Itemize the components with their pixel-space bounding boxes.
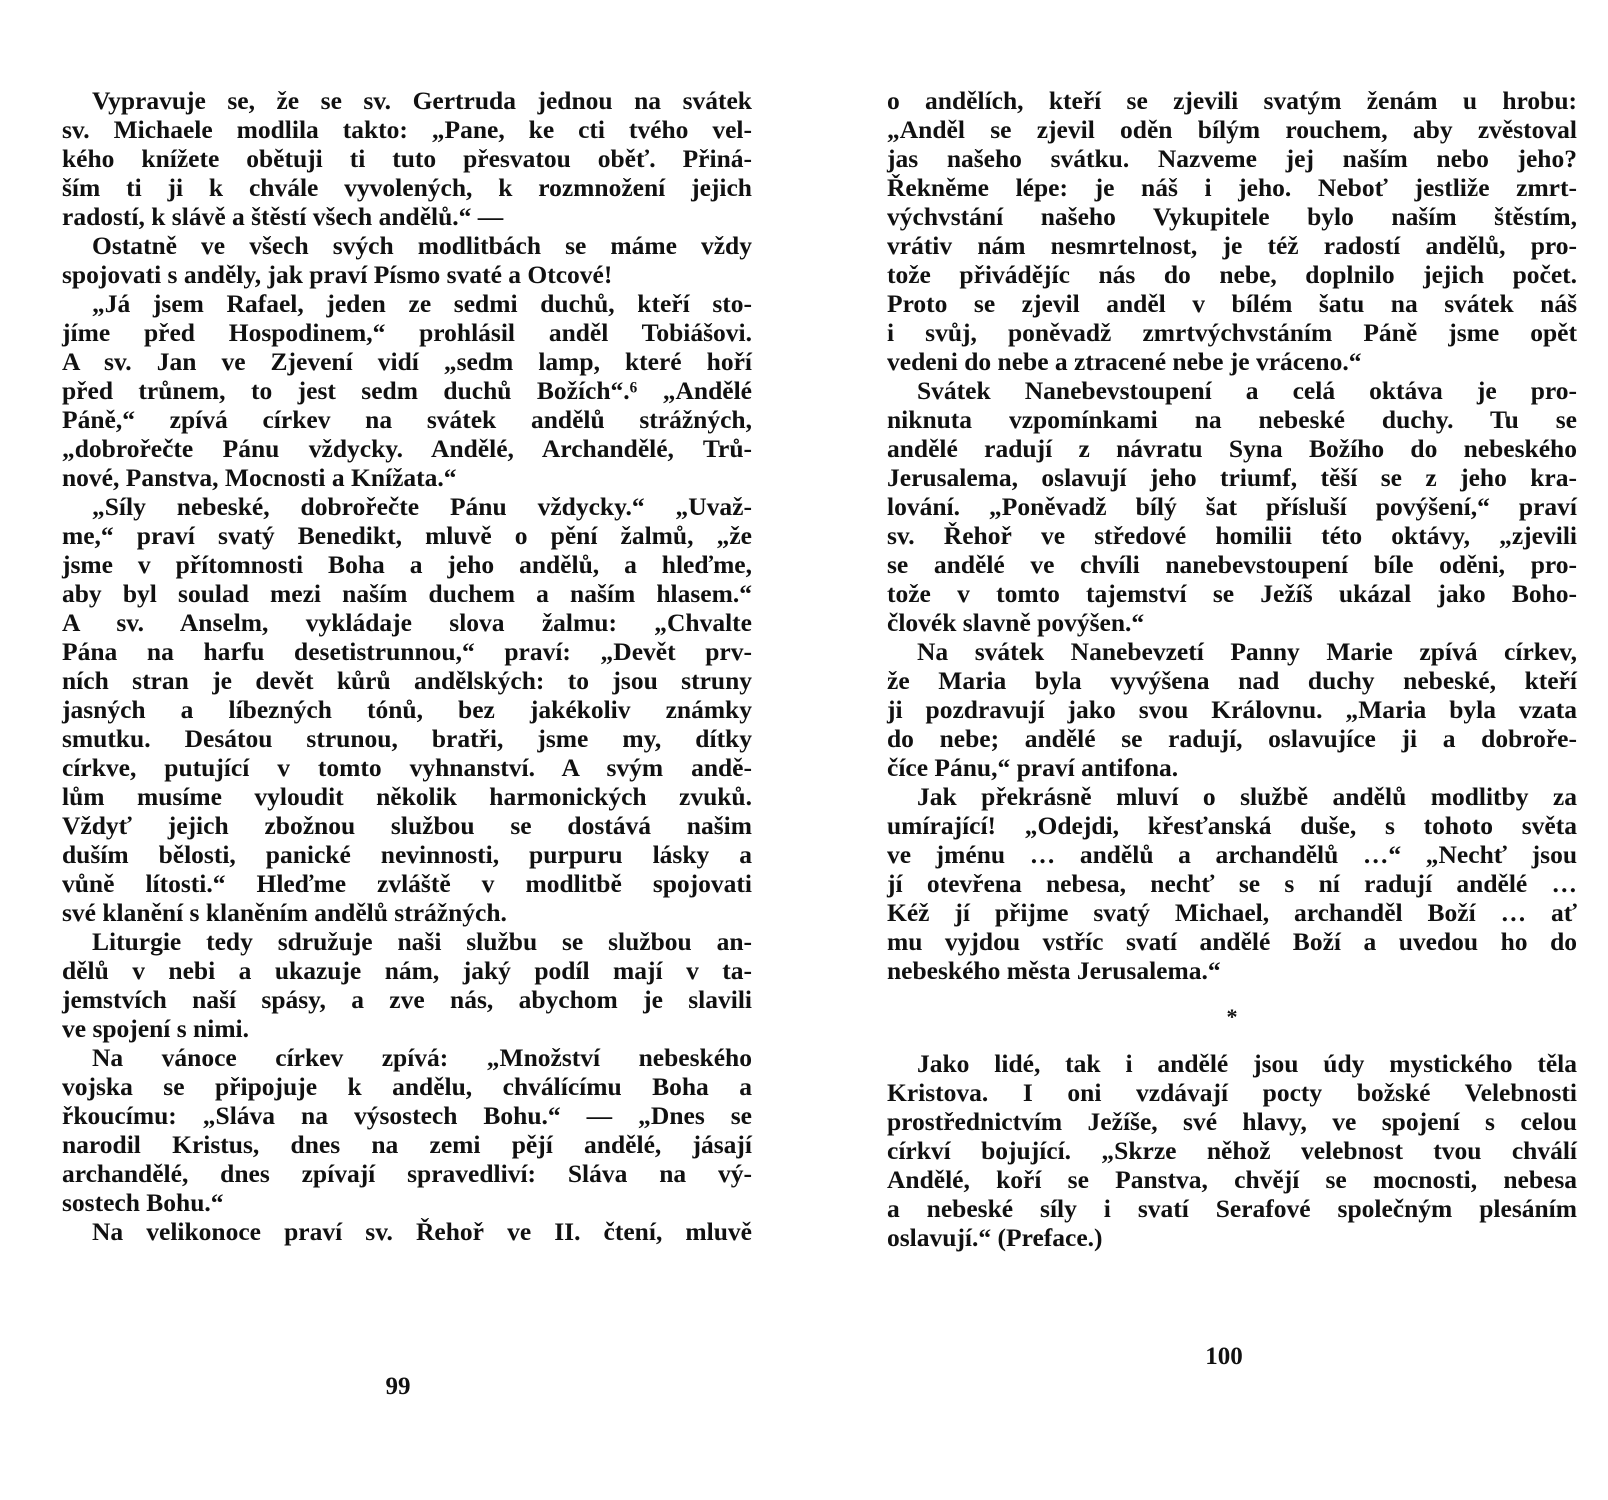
text-line: ji pozdravují jako svou Královnu. „Maria byla vzata xyxy=(887,695,1577,724)
text-line: ních stran je devět kůrů andělských: to jsou struny xyxy=(62,666,752,695)
text-line: Pána na harfu desetistrunnou,“ praví: „Devět prv- xyxy=(62,637,752,666)
text-line: Liturgie tedy sdružuje naši službu se službou an- xyxy=(92,927,752,956)
text-line: andělé radují z návratu Syna Božího do nebeského xyxy=(887,434,1577,463)
text-line: sostech Bohu.“ xyxy=(62,1188,224,1217)
right-page-text xyxy=(887,86,1577,1252)
text-line: a nebeské síly i svatí Serafové společným plesáním xyxy=(887,1194,1577,1223)
text-line: sv. Řehoř ve středové homilii této oktávy, „zjevili xyxy=(887,521,1577,550)
text-line: nové, Panstva, Mocnosti a Knížata.“ xyxy=(62,463,457,492)
text-line: mu vyjdou vstříc svatí andělé Boží a uvedou ho do xyxy=(887,927,1577,956)
text-line: jemstvích naší spásy, a zve nás, abychom je slavili xyxy=(62,985,752,1014)
text-line: své klanění s klaněním andělů strážných. xyxy=(62,898,507,927)
text-line: ve jménu … andělů a archandělů …“ „Nechť jsou xyxy=(887,840,1577,869)
text-line: dělů v nebi a ukazuje nám, jaký podíl mají v ta- xyxy=(62,956,752,985)
text-line: kého knížete obětuji ti tuto přesvatou oběť. Přiná- xyxy=(62,144,752,173)
text-line: lům musíme vyloudit několik harmonických zvuků. xyxy=(62,782,752,811)
text-line: lování. „Poněvadž bílý šat přísluší povýšení,“ praví xyxy=(887,492,1577,521)
text-line: nebeského města Jerusalema.“ xyxy=(887,956,1221,985)
text-line: jíme před Hospodinem,“ prohlásil anděl Tobiášovi. xyxy=(62,318,752,347)
text-line: před trůnem, to jest sedm duchů Božích“.⁶ „Andělé xyxy=(62,376,752,405)
text-line: Na velikonoce praví sv. Řehoř ve II. čtení, mluvě xyxy=(92,1217,752,1246)
left-page-number: 99 xyxy=(385,1373,411,1400)
left-page-text xyxy=(62,86,752,1246)
text-line: sv. Michaele modlila takto: „Pane, ke cti tvého vel- xyxy=(62,115,752,144)
text-line: me,“ praví svatý Benedikt, mluvě o pění žalmů, „že xyxy=(62,521,752,550)
text-line: vůně lítosti.“ Hleďme zvláště v modlitbě spojovati xyxy=(62,869,752,898)
text-line: aby byl soulad mezi naším duchem a naším hlasem.“ xyxy=(62,579,752,608)
text-line: Na vánoce církev zpívá: „Množství nebeského xyxy=(92,1043,752,1072)
text-line: duším bělosti, panické nevinnosti, purpuru lásky a xyxy=(62,840,752,869)
text-line: řkoucímu: „Sláva na výsostech Bohu.“ — „Dnes se xyxy=(62,1101,752,1130)
text-line: oslavují.“ (Preface.) xyxy=(887,1223,1103,1252)
text-line: niknuta vzpomínkami na nebeské duchy. Tu se xyxy=(887,405,1577,434)
text-line: tože v tomto tajemství se Ježíš ukázal jako Boho- xyxy=(887,579,1577,608)
text-line: že Maria byla vyvýšena nad duchy nebeské, kteří xyxy=(887,666,1577,695)
text-line: Andělé, koří se Panstva, chvějí se mocnosti, nebesa xyxy=(887,1165,1577,1194)
text-line: se andělé ve chvíli nanebevstoupení bíle oděni, pro- xyxy=(887,550,1577,579)
text-line: Vždyť jejich zbožnou službou se dostává našim xyxy=(62,811,752,840)
text-line: Jako lidé, tak i andělé jsou údy mystického těla xyxy=(917,1049,1577,1078)
text-line: „dobrořečte Pánu vždycky. Andělé, Archandělé, Trů- xyxy=(62,434,752,463)
text-line: o andělích, kteří se zjevili svatým ženám u hrobu: xyxy=(887,86,1577,115)
text-line: do nebe; andělé se radují, oslavujíce ji a dobroře- xyxy=(887,724,1577,753)
text-line: Ostatně ve všech svých modlitbách se máme vždy xyxy=(92,231,752,260)
text-line: tože přivádějíc nás do nebe, doplnilo jejich počet. xyxy=(887,260,1577,289)
text-line: Svátek Nanebevstoupení a celá oktáva je pro- xyxy=(917,376,1577,405)
right-page-number: 100 xyxy=(1205,1343,1243,1370)
text-line: vojska se připojuje k andělu, chválícímu Boha a xyxy=(62,1072,752,1101)
text-line: Jerusalema, oslavují jeho triumf, těší se z jeho kra- xyxy=(887,463,1577,492)
text-line: Na svátek Nanebevzetí Panny Marie zpívá církev, xyxy=(917,637,1577,666)
text-line: i svůj, poněvadž zmrtvýchvstáním Páně jsme opět xyxy=(887,318,1577,347)
text-line: „Síly nebeské, dobrořečte Pánu vždycky.“ „Uvaž- xyxy=(92,492,752,521)
text-line: ším ti ji k chvále vyvolených, k rozmnožení jejich xyxy=(62,173,752,202)
section-separator: * xyxy=(1226,1004,1238,1029)
text-line: radostí, k slávě a štěstí všech andělů.“ — xyxy=(62,202,504,231)
text-line: umírající! „Odejdi, křesťanská duše, s tohoto světa xyxy=(887,811,1577,840)
text-line: človék slavně povýšen.“ xyxy=(887,608,1145,637)
text-line: archandělé, dnes zpívají spravedliví: Sláva na vý- xyxy=(62,1159,752,1188)
text-line: A sv. Jan ve Zjevení vidí „sedm lamp, které hoří xyxy=(62,347,752,376)
text-line: prostřednictvím Ježíše, své hlavy, ve spojení s celou xyxy=(887,1107,1577,1136)
text-line: „Já jsem Rafael, jeden ze sedmi duchů, kteří sto- xyxy=(92,289,752,318)
text-line: Jak překrásně mluví o službě andělů modlitby za xyxy=(917,782,1577,811)
text-line: Vypravuje se, že se sv. Gertruda jednou na svátek xyxy=(92,86,752,115)
text-line: číce Pánu,“ praví antifona. xyxy=(887,753,1179,782)
text-line: Řekněme lépe: je náš i jeho. Neboť jestliže zmrt- xyxy=(887,173,1577,202)
text-line: „Anděl se zjevil oděn bílým rouchem, aby zvěstoval xyxy=(887,115,1577,144)
text-line: církví bojující. „Skrze něhož velebnost tvou chválí xyxy=(887,1136,1577,1165)
text-line: spojovati s anděly, jak praví Písmo svaté a Otcové! xyxy=(62,260,613,289)
text-line: narodil Kristus, dnes na zemi pějí andělé, jásají xyxy=(62,1130,752,1159)
text-line: církve, putující v tomto vyhnanství. A svým andě- xyxy=(62,753,752,782)
text-line: jasných a líbezných tónů, bez jakékoliv známky xyxy=(62,695,752,724)
text-line: ve spojení s nimi. xyxy=(62,1014,250,1043)
spacer xyxy=(887,1037,1577,1049)
text-line: jas našeho svátku. Nazveme jej naším nebo jeho? xyxy=(887,144,1577,173)
text-line: Proto se zjevil anděl v bílém šatu na svátek náš xyxy=(887,289,1577,318)
text-line: Kéž jí přijme svatý Michael, archanděl Boží … ať xyxy=(887,898,1577,927)
text-line: výchvstání našeho Vykupitele bylo naším štěstím, xyxy=(887,202,1577,231)
text-line: vrátiv nám nesmrtelnost, je též radostí andělů, pro- xyxy=(887,231,1577,260)
text-line: Páně,“ zpívá církev na svátek andělů strážných, xyxy=(62,405,752,434)
text-line: vedeni do nebe a ztracené nebe je vráceno.“ xyxy=(887,347,1362,376)
text-line: jsme v přítomnosti Boha a jeho andělů, a hleďme, xyxy=(62,550,752,579)
text-line: A sv. Anselm, vykládaje slova žalmu: „Chvalte xyxy=(62,608,752,637)
text-line: jí otevřena nebesa, nechť se s ní radují andělé … xyxy=(887,869,1577,898)
text-line: smutku. Desátou strunou, bratři, jsme my, dítky xyxy=(62,724,752,753)
text-line: Kristova. I oni vzdávají pocty božské Velebnosti xyxy=(887,1078,1577,1107)
